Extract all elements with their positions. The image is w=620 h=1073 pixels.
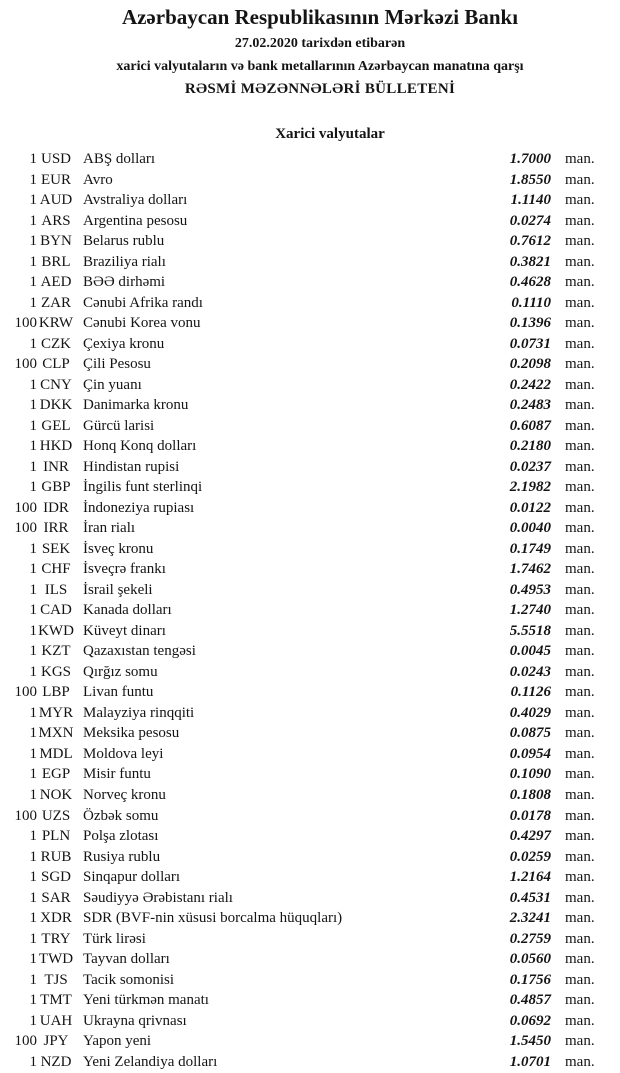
unit-label-cell: man. bbox=[565, 397, 595, 414]
quantity-cell: 1 bbox=[29, 233, 37, 250]
rate-value-cell: 1.2740 bbox=[509, 602, 551, 619]
unit-label-cell: man. bbox=[565, 643, 595, 660]
currency-code-cell: KRW bbox=[38, 315, 74, 332]
currency-name-cell: İsveçrə frankı bbox=[83, 561, 166, 578]
rate-value-cell: 0.0237 bbox=[509, 458, 551, 475]
table-row bbox=[0, 272, 620, 293]
rate-value-cell: 1.0701 bbox=[509, 1053, 551, 1070]
unit-label-cell: man. bbox=[565, 951, 595, 968]
quantity-cell: 1 bbox=[29, 971, 37, 988]
rate-value-cell: 0.2098 bbox=[509, 356, 551, 373]
currency-code-cell: UZS bbox=[41, 807, 71, 824]
currency-name-cell: Türk lirəsi bbox=[83, 930, 146, 947]
currency-name-cell: Meksika pesosu bbox=[83, 725, 180, 742]
unit-label-cell: man. bbox=[565, 458, 595, 475]
table-row bbox=[0, 457, 620, 478]
currency-name-cell: Özbək somu bbox=[83, 807, 159, 824]
rate-value-cell: 0.1749 bbox=[509, 540, 551, 557]
table-row bbox=[0, 806, 620, 827]
currency-code-cell: ZAR bbox=[41, 294, 71, 311]
currency-code-cell: ILS bbox=[44, 581, 68, 598]
currency-name-cell: Belarus rublu bbox=[83, 233, 165, 250]
currency-code-cell: CHF bbox=[41, 561, 71, 578]
currency-name-cell: Moldova leyi bbox=[83, 745, 164, 762]
currency-code-cell: NOK bbox=[39, 786, 73, 803]
rate-value-cell: 0.4531 bbox=[509, 889, 551, 906]
section-title-foreign-currencies: Xarici valyutalar bbox=[275, 126, 385, 142]
rate-value-cell: 0.2759 bbox=[509, 930, 551, 947]
unit-label-cell: man. bbox=[565, 971, 595, 988]
currency-name-cell: Rusiya rublu bbox=[83, 848, 161, 865]
table-row bbox=[0, 1011, 620, 1032]
quantity-cell: 100 bbox=[14, 1033, 37, 1050]
currency-name-cell: BƏƏ dirhəmi bbox=[83, 274, 166, 291]
rate-value-cell: 0.1090 bbox=[509, 766, 551, 783]
quantity-cell: 1 bbox=[29, 417, 37, 434]
quantity-cell: 1 bbox=[29, 192, 37, 209]
currency-name-cell: Hindistan rupisi bbox=[83, 458, 180, 475]
quantity-cell: 100 bbox=[14, 520, 37, 537]
currency-name-cell: İngilis funt sterlinqi bbox=[83, 479, 203, 496]
currency-name-cell: Kanada dolları bbox=[83, 602, 172, 619]
table-row bbox=[0, 477, 620, 498]
quantity-cell: 1 bbox=[29, 643, 37, 660]
currency-name-cell: Cənubi Afrika randı bbox=[83, 294, 203, 311]
table-row bbox=[0, 416, 620, 437]
currency-name-cell: Çexiya kronu bbox=[83, 335, 165, 352]
table-row bbox=[0, 354, 620, 375]
table-row bbox=[0, 990, 620, 1011]
currency-code-cell: AED bbox=[40, 274, 72, 291]
effective-date-line: 27.02.2020 tarixdən etibarən bbox=[234, 36, 406, 51]
table-row bbox=[0, 498, 620, 519]
rate-value-cell: 5.5518 bbox=[509, 622, 551, 639]
currency-code-cell: XDR bbox=[40, 910, 72, 927]
currency-name-cell: Cənubi Korea vonu bbox=[83, 315, 201, 332]
table-row bbox=[0, 293, 620, 314]
quantity-cell: 100 bbox=[14, 807, 37, 824]
currency-code-cell: TRY bbox=[41, 930, 71, 947]
rate-value-cell: 1.2164 bbox=[509, 869, 551, 886]
quantity-cell: 1 bbox=[29, 438, 37, 455]
unit-label-cell: man. bbox=[565, 192, 595, 209]
currency-name-cell: Gürcü larisi bbox=[83, 417, 155, 434]
bank-title: Azərbaycan Respublikasının Mərkəzi Bankı bbox=[121, 5, 519, 29]
rate-value-cell: 0.2422 bbox=[509, 376, 551, 393]
currency-code-cell: SGD bbox=[40, 869, 71, 886]
rate-value-cell: 1.8550 bbox=[509, 171, 551, 188]
rate-value-cell: 0.0875 bbox=[509, 725, 551, 742]
rate-value-cell: 0.0045 bbox=[509, 643, 551, 660]
unit-label-cell: man. bbox=[565, 233, 595, 250]
unit-label-cell: man. bbox=[565, 766, 595, 783]
quantity-cell: 1 bbox=[29, 151, 37, 167]
currency-name-cell: Tayvan dolları bbox=[83, 951, 170, 968]
table-row bbox=[0, 1052, 620, 1073]
table-row bbox=[0, 949, 620, 970]
unit-label-cell: man. bbox=[565, 910, 595, 927]
quantity-cell: 1 bbox=[29, 561, 37, 578]
rate-value-cell: 0.0560 bbox=[509, 951, 551, 968]
table-row bbox=[0, 518, 620, 539]
currency-code-cell: KWD bbox=[38, 622, 74, 639]
rate-value-cell: 0.1756 bbox=[509, 971, 551, 988]
table-row bbox=[0, 252, 620, 273]
currency-code-cell: AUD bbox=[39, 192, 73, 209]
currency-code-cell: JPY bbox=[43, 1033, 69, 1050]
table-row bbox=[0, 826, 620, 847]
quantity-cell: 1 bbox=[29, 910, 37, 927]
currency-code-cell: BYN bbox=[40, 233, 72, 250]
currency-name-cell: Livan funtu bbox=[83, 684, 154, 701]
unit-label-cell: man. bbox=[565, 315, 595, 332]
table-row bbox=[0, 703, 620, 724]
currency-code-cell: CZK bbox=[41, 335, 71, 352]
rate-value-cell: 0.0122 bbox=[509, 499, 551, 516]
unit-label-cell: man. bbox=[565, 807, 595, 824]
quantity-cell: 100 bbox=[14, 315, 37, 332]
currency-name-cell: Argentina pesosu bbox=[83, 212, 188, 229]
unit-label-cell: man. bbox=[565, 561, 595, 578]
currency-name-cell: Norveç kronu bbox=[83, 786, 166, 803]
quantity-cell: 1 bbox=[29, 171, 37, 188]
currency-code-cell: MYR bbox=[38, 704, 74, 721]
table-row bbox=[0, 847, 620, 868]
unit-label-cell: man. bbox=[565, 356, 595, 373]
currency-name-cell: İsrail şekeli bbox=[83, 581, 153, 598]
rate-value-cell: 0.1808 bbox=[509, 786, 551, 803]
table-row bbox=[0, 723, 620, 744]
unit-label-cell: man. bbox=[565, 663, 595, 680]
quantity-cell: 1 bbox=[29, 766, 37, 783]
currency-name-cell: Ukrayna qrivnası bbox=[83, 1012, 187, 1029]
table-row bbox=[0, 929, 620, 950]
quantity-cell: 1 bbox=[29, 992, 37, 1009]
quantity-cell: 1 bbox=[29, 1012, 37, 1029]
rate-value-cell: 0.0731 bbox=[509, 335, 551, 352]
quantity-cell: 1 bbox=[29, 1053, 37, 1070]
quantity-cell: 1 bbox=[29, 212, 37, 229]
quantity-cell: 100 bbox=[14, 684, 37, 701]
currency-name-cell: Yapon yeni bbox=[83, 1033, 152, 1050]
table-row bbox=[0, 662, 620, 683]
quantity-cell: 1 bbox=[29, 704, 37, 721]
unit-label-cell: man. bbox=[565, 540, 595, 557]
unit-label-cell: man. bbox=[565, 520, 595, 537]
quantity-cell: 1 bbox=[29, 889, 37, 906]
table-row bbox=[0, 970, 620, 991]
currency-code-cell: CNY bbox=[40, 376, 72, 393]
table-row bbox=[0, 190, 620, 211]
quantity-cell: 1 bbox=[29, 930, 37, 947]
unit-label-cell: man. bbox=[565, 581, 595, 598]
currency-name-cell: İsveç kronu bbox=[83, 540, 154, 557]
unit-label-cell: man. bbox=[565, 848, 595, 865]
currency-code-cell: DKK bbox=[39, 397, 73, 414]
currency-name-cell: İndoneziya rupiası bbox=[83, 499, 195, 516]
table-row bbox=[0, 764, 620, 785]
currency-code-cell: KZT bbox=[41, 643, 71, 660]
currency-code-cell: EUR bbox=[41, 171, 71, 188]
quantity-cell: 100 bbox=[14, 356, 37, 373]
unit-label-cell: man. bbox=[565, 438, 595, 455]
currency-name-cell: Yeni Zelandiya dolları bbox=[83, 1053, 218, 1070]
table-row bbox=[0, 334, 620, 355]
rate-value-cell: 0.1110 bbox=[511, 294, 551, 311]
table-row bbox=[0, 600, 620, 621]
currency-name-cell: Çili Pesosu bbox=[83, 356, 151, 373]
currency-code-cell: BRL bbox=[41, 253, 71, 270]
table-row bbox=[0, 621, 620, 642]
table-row bbox=[0, 539, 620, 560]
quantity-cell: 100 bbox=[14, 499, 37, 516]
quantity-cell: 1 bbox=[29, 540, 37, 557]
unit-label-cell: man. bbox=[565, 376, 595, 393]
table-row bbox=[0, 170, 620, 191]
currency-code-cell: SAR bbox=[41, 889, 71, 906]
table-row bbox=[0, 1031, 620, 1052]
currency-name-cell: Danimarka kronu bbox=[83, 397, 189, 414]
rate-value-cell: 0.0954 bbox=[509, 745, 551, 762]
quantity-cell: 1 bbox=[29, 745, 37, 762]
unit-label-cell: man. bbox=[565, 253, 595, 270]
rate-value-cell: 0.0243 bbox=[509, 663, 551, 680]
quantity-cell: 1 bbox=[29, 828, 37, 845]
table-row bbox=[0, 559, 620, 580]
currency-code-cell: CLP bbox=[42, 356, 70, 373]
unit-label-cell: man. bbox=[565, 869, 595, 886]
quantity-cell: 1 bbox=[29, 253, 37, 270]
table-row bbox=[0, 231, 620, 252]
table-row bbox=[0, 682, 620, 703]
currency-code-cell: GEL bbox=[41, 417, 71, 434]
currency-code-cell: MDL bbox=[39, 745, 73, 762]
unit-label-cell: man. bbox=[565, 499, 595, 516]
quantity-cell: 1 bbox=[29, 274, 37, 291]
currency-name-cell: Qırğız somu bbox=[83, 663, 158, 680]
currency-name-cell: Yeni türkmən manatı bbox=[83, 992, 209, 1009]
currency-name-cell: Misir funtu bbox=[83, 766, 151, 783]
table-row bbox=[0, 785, 620, 806]
currency-code-cell: MXN bbox=[38, 725, 74, 742]
rate-value-cell: 1.5450 bbox=[509, 1033, 551, 1050]
currency-name-cell: Braziliya rialı bbox=[83, 253, 166, 270]
rate-value-cell: 0.3821 bbox=[509, 253, 551, 270]
exchange-rates-table bbox=[0, 149, 620, 1072]
currency-code-cell: IRR bbox=[43, 520, 69, 537]
table-row bbox=[0, 211, 620, 232]
quantity-cell: 1 bbox=[29, 848, 37, 865]
unit-label-cell: man. bbox=[565, 684, 595, 701]
unit-label-cell: man. bbox=[565, 602, 595, 619]
currency-name-cell: ABŞ dolları bbox=[83, 151, 156, 167]
rate-value-cell: 0.4297 bbox=[509, 828, 551, 845]
quantity-cell: 1 bbox=[29, 622, 37, 639]
table-row bbox=[0, 375, 620, 396]
rate-value-cell: 2.3241 bbox=[509, 910, 551, 927]
rate-value-cell: 0.0259 bbox=[509, 848, 551, 865]
currency-code-cell: UAH bbox=[39, 1012, 73, 1029]
table-row bbox=[0, 580, 620, 601]
unit-label-cell: man. bbox=[565, 151, 595, 167]
currency-code-cell: SEK bbox=[41, 540, 71, 557]
quantity-cell: 1 bbox=[29, 397, 37, 414]
currency-code-cell: USD bbox=[40, 151, 71, 167]
currency-name-cell: Küveyt dinarı bbox=[83, 622, 166, 639]
currency-name-cell: SDR (BVF-nin xüsusi borcalma hüquqları) bbox=[83, 910, 343, 927]
rate-value-cell: 1.7000 bbox=[509, 151, 551, 167]
currency-name-cell: Səudiyyə Ərəbistanı rialı bbox=[83, 889, 233, 906]
unit-label-cell: man. bbox=[565, 889, 595, 906]
rate-value-cell: 0.4628 bbox=[509, 274, 551, 291]
currency-code-cell: EGP bbox=[41, 766, 71, 783]
table-row bbox=[0, 436, 620, 457]
table-row bbox=[0, 149, 620, 170]
quantity-cell: 1 bbox=[29, 602, 37, 619]
unit-label-cell: man. bbox=[565, 212, 595, 229]
unit-label-cell: man. bbox=[565, 294, 595, 311]
table-row bbox=[0, 641, 620, 662]
rate-value-cell: 2.1982 bbox=[509, 479, 551, 496]
unit-label-cell: man. bbox=[565, 992, 595, 1009]
rate-value-cell: 0.0040 bbox=[509, 520, 551, 537]
unit-label-cell: man. bbox=[565, 622, 595, 639]
quantity-cell: 1 bbox=[29, 479, 37, 496]
currency-code-cell: TJS bbox=[44, 971, 68, 988]
quantity-cell: 1 bbox=[29, 294, 37, 311]
currency-name-cell: Avstraliya dolları bbox=[83, 192, 188, 209]
unit-label-cell: man. bbox=[565, 417, 595, 434]
currency-name-cell: Polşa zlotası bbox=[83, 828, 159, 845]
currency-code-cell: CAD bbox=[40, 602, 72, 619]
unit-label-cell: man. bbox=[565, 930, 595, 947]
rate-value-cell: 0.7612 bbox=[509, 233, 551, 250]
rate-value-cell: 0.6087 bbox=[509, 417, 551, 434]
rate-value-cell: 1.7462 bbox=[509, 561, 551, 578]
currency-code-cell: PLN bbox=[41, 828, 71, 845]
currency-name-cell: Qazaxıstan tengəsi bbox=[83, 643, 196, 660]
rate-value-cell: 0.2180 bbox=[509, 438, 551, 455]
unit-label-cell: man. bbox=[565, 335, 595, 352]
quantity-cell: 1 bbox=[29, 951, 37, 968]
unit-label-cell: man. bbox=[565, 704, 595, 721]
currency-name-cell: İran rialı bbox=[83, 520, 136, 537]
table-row bbox=[0, 867, 620, 888]
unit-label-cell: man. bbox=[565, 786, 595, 803]
rate-value-cell: 0.1126 bbox=[510, 684, 551, 701]
currency-code-cell: HKD bbox=[39, 438, 73, 455]
quantity-cell: 1 bbox=[29, 663, 37, 680]
unit-label-cell: man. bbox=[565, 1033, 595, 1050]
rate-value-cell: 0.4029 bbox=[509, 704, 551, 721]
rate-value-cell: 1.1140 bbox=[510, 192, 551, 209]
currency-name-cell: Malayziya rinqqiti bbox=[83, 704, 195, 721]
table-row bbox=[0, 888, 620, 909]
unit-label-cell: man. bbox=[565, 1053, 595, 1070]
rate-value-cell: 0.4953 bbox=[509, 581, 551, 598]
table-row bbox=[0, 744, 620, 765]
rate-value-cell: 0.0692 bbox=[509, 1012, 551, 1029]
quantity-cell: 1 bbox=[29, 458, 37, 475]
currency-code-cell: TWD bbox=[38, 951, 74, 968]
currency-code-cell: IDR bbox=[43, 499, 69, 516]
currency-name-cell: Avro bbox=[83, 171, 113, 188]
currency-code-cell: RUB bbox=[40, 848, 72, 865]
currency-name-cell: Honq Konq dolları bbox=[83, 438, 197, 455]
currency-name-cell: Çin yuanı bbox=[83, 376, 142, 393]
quantity-cell: 1 bbox=[29, 869, 37, 886]
rate-value-cell: 0.0178 bbox=[509, 807, 551, 824]
currency-name-cell: Sinqapur dolları bbox=[83, 869, 181, 886]
quantity-cell: 1 bbox=[29, 725, 37, 742]
unit-label-cell: man. bbox=[565, 171, 595, 188]
unit-label-cell: man. bbox=[565, 828, 595, 845]
currency-code-cell: ARS bbox=[41, 212, 71, 229]
quantity-cell: 1 bbox=[29, 786, 37, 803]
currency-code-cell: NZD bbox=[40, 1053, 72, 1070]
currency-code-cell: GBP bbox=[41, 479, 71, 496]
unit-label-cell: man. bbox=[565, 725, 595, 742]
table-row bbox=[0, 395, 620, 416]
rate-value-cell: 0.2483 bbox=[509, 397, 551, 414]
unit-label-cell: man. bbox=[565, 745, 595, 762]
unit-label-cell: man. bbox=[565, 1012, 595, 1029]
rate-value-cell: 0.1396 bbox=[509, 315, 551, 332]
unit-label-cell: man. bbox=[565, 479, 595, 496]
rate-value-cell: 0.0274 bbox=[509, 212, 551, 229]
quantity-cell: 1 bbox=[29, 581, 37, 598]
currency-code-cell: TMT bbox=[40, 992, 72, 1009]
currency-code-cell: LBP bbox=[42, 684, 70, 701]
bulletin-title: RƏSMİ MƏZƏNNƏLƏRİ BÜLLETENİ bbox=[184, 81, 456, 97]
rate-value-cell: 0.4857 bbox=[509, 992, 551, 1009]
currency-code-cell: KGS bbox=[40, 663, 71, 680]
table-row bbox=[0, 313, 620, 334]
quantity-cell: 1 bbox=[29, 335, 37, 352]
table-row bbox=[0, 908, 620, 929]
subtitle-line: xarici valyutaların və bank metallarının Azərbaycan manatına qarşı bbox=[116, 59, 524, 74]
quantity-cell: 1 bbox=[29, 376, 37, 393]
currency-code-cell: INR bbox=[43, 458, 69, 475]
currency-name-cell: Tacik somonisi bbox=[83, 971, 175, 988]
unit-label-cell: man. bbox=[565, 274, 595, 291]
